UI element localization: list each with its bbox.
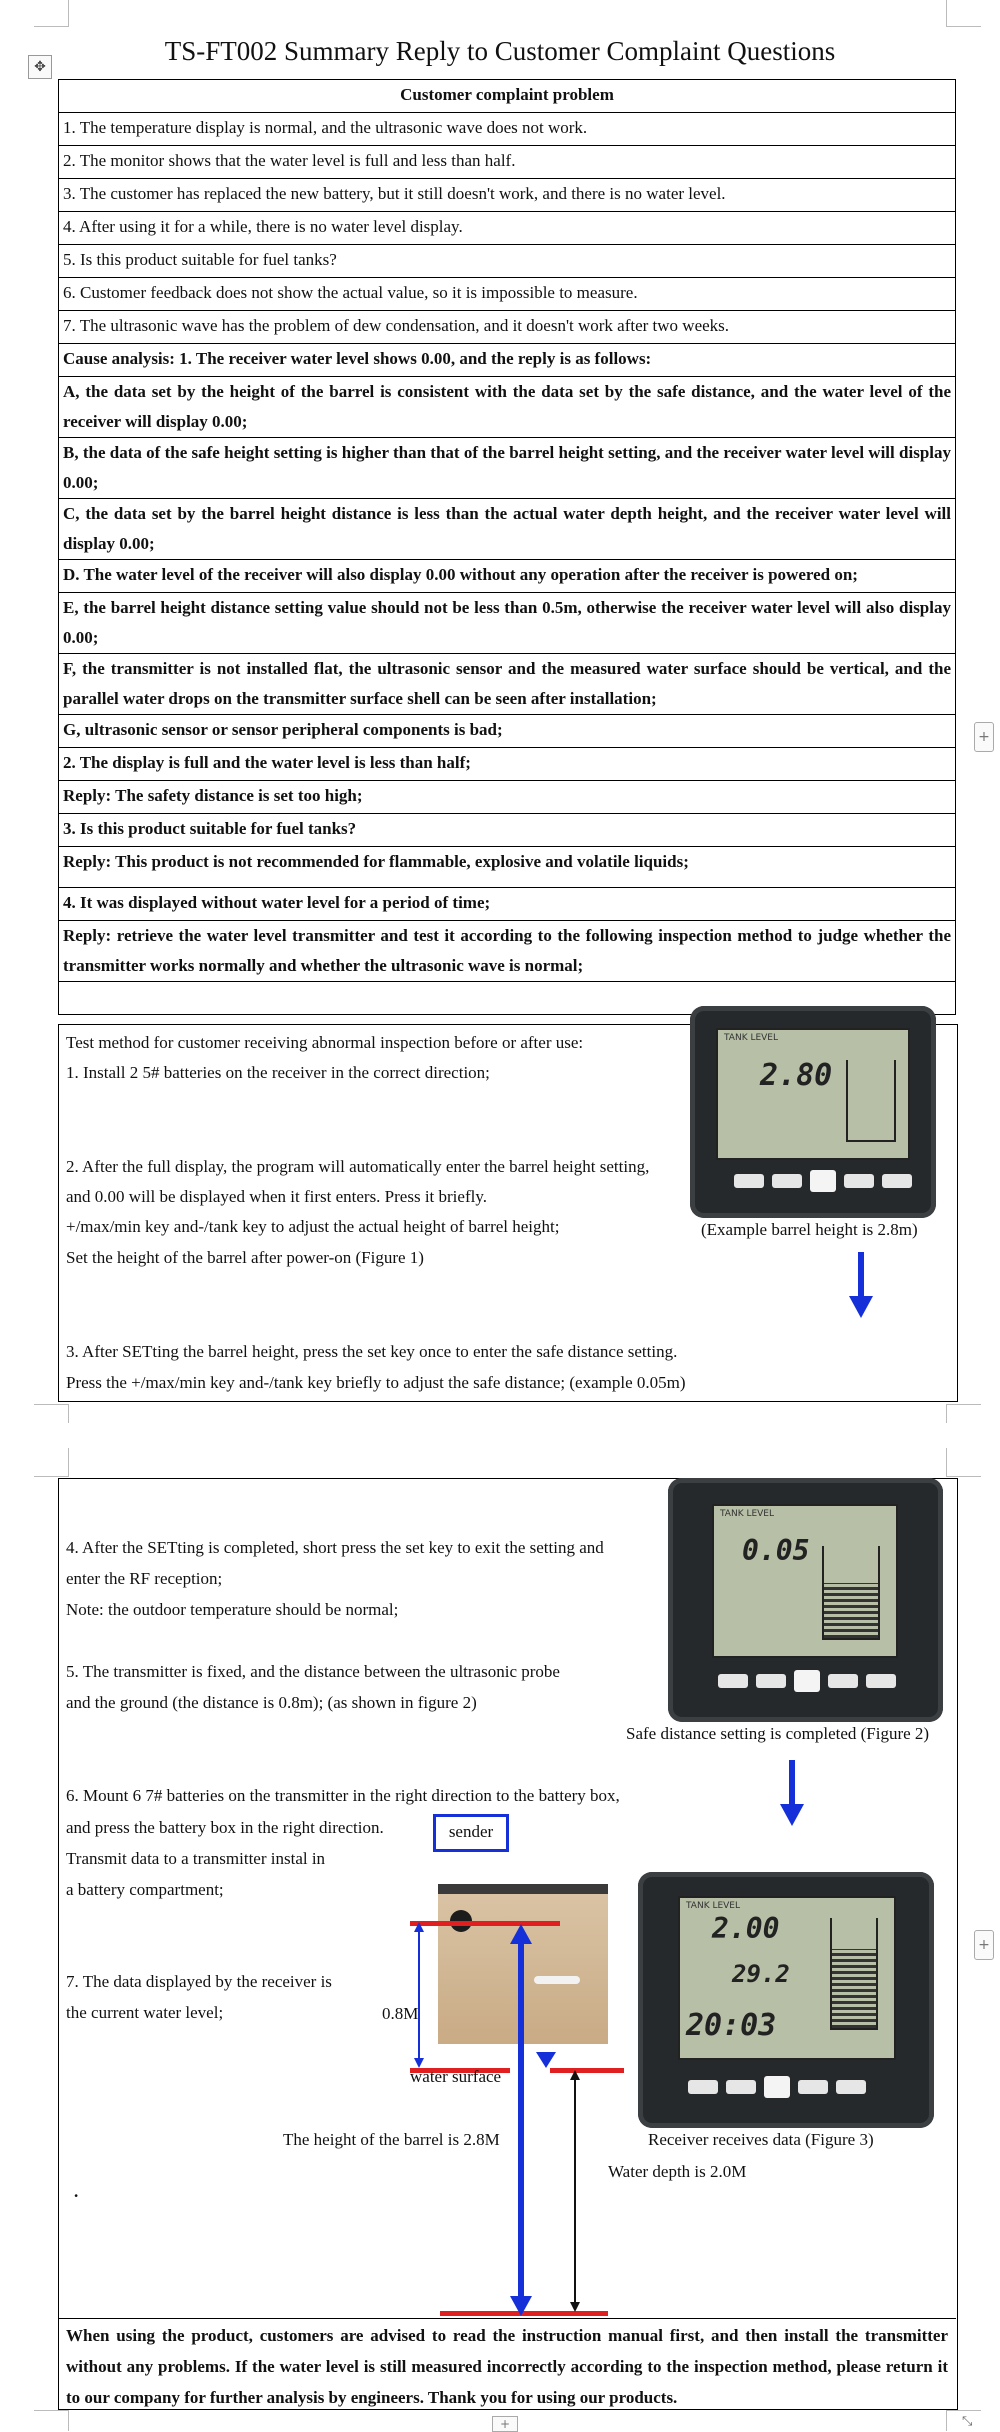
table-row: Reply: The safety distance is set too high; bbox=[59, 781, 956, 814]
device-button bbox=[882, 1174, 912, 1188]
figure-1-caption: (Example barrel height is 2.8m) bbox=[701, 1220, 918, 1239]
step-4-line: Note: the outdoor temperature should be normal; bbox=[66, 1600, 399, 1619]
table-row: 3. Is this product suitable for fuel tanks? bbox=[59, 814, 956, 847]
receiver-buttons bbox=[718, 1674, 896, 1692]
step-1: 1. Install 2 5# batteries on the receiver in the correct direction; bbox=[66, 1063, 490, 1082]
step-5-line: 5. The transmitter is fixed, and the distance between the ultrasonic probe bbox=[66, 1662, 560, 1681]
device-button bbox=[772, 1174, 802, 1188]
table-row: B, the data of the safe height setting is higher than that of the barrel height setting, and the receiver water level will display 0.00; bbox=[59, 438, 956, 499]
table-row: C, the data set by the barrel height distance is less than the actual water depth height, and the receiver water level will display 0.00; bbox=[59, 499, 956, 560]
table-row: Reply: This product is not recommended for flammable, explosive and volatile liquids; bbox=[59, 847, 956, 888]
step-2-line: and 0.00 will be displayed when it first enters. Press it briefly. bbox=[66, 1187, 487, 1206]
page-corner-mark bbox=[34, 2410, 69, 2431]
complaint-table bbox=[58, 79, 956, 1015]
device-button bbox=[718, 1674, 748, 1688]
device-button bbox=[756, 1674, 786, 1688]
table-row: 6. Customer feedback does not show the actual value, so it is impossible to measure. bbox=[59, 278, 956, 311]
page-corner-mark bbox=[34, 1404, 69, 1423]
water-surface-label: water surface bbox=[410, 2067, 502, 2086]
page-corner-mark bbox=[34, 1448, 69, 1477]
figure-3-caption: Receiver receives data (Figure 3) bbox=[648, 2130, 874, 2149]
device-button bbox=[688, 2080, 718, 2094]
tank-graphic bbox=[846, 1060, 896, 1142]
tank-level-label: TANK LEVEL bbox=[720, 1509, 775, 1519]
table-row: 7. The ultrasonic wave has the problem of dew condensation, and it doesn't work after two weeks. bbox=[59, 311, 956, 344]
step-7-line: 7. The data displayed by the receiver is bbox=[66, 1972, 332, 1991]
lcd-reading: 0.05 bbox=[742, 1534, 810, 1567]
table-row: Reply: retrieve the water level transmitter and test it according to the following inspection method to judge whether the transmitter works normally and whether the ultrasonic wave is normal; bbox=[59, 921, 956, 982]
device-button bbox=[798, 2080, 828, 2094]
receiver-buttons bbox=[734, 1174, 912, 1192]
receiver-photo-figure-1 bbox=[690, 1006, 936, 1218]
device-button bbox=[764, 2076, 790, 2098]
step-3-line: Press the +/max/min key and-/tank key briefly to adjust the safe distance; (example 0.05m) bbox=[66, 1373, 686, 1392]
table-row: 2. The display is full and the water level is less than half; bbox=[59, 748, 956, 781]
device-button bbox=[726, 2080, 756, 2094]
table-row: E, the barrel height distance setting value should not be less than 0.5m, otherwise the receiver water level will also display 0.00; bbox=[59, 593, 956, 654]
lcd-screen bbox=[716, 1028, 910, 1160]
add-row-icon[interactable]: + bbox=[974, 722, 994, 752]
water-depth-arrow bbox=[568, 2070, 582, 2314]
test-method-heading: Test method for customer receiving abnormal inspection before or after use: bbox=[66, 1033, 584, 1052]
water-surface-line-right bbox=[550, 2068, 624, 2073]
receiver-photo-figure-3 bbox=[638, 1872, 934, 2128]
table-row: 1. The temperature display is normal, and the ultrasonic wave does not work. bbox=[59, 113, 956, 146]
device-button bbox=[844, 1174, 874, 1188]
step-6-line: 6. Mount 6 7# batteries on the transmitter in the right direction to the battery box, bbox=[66, 1786, 620, 1805]
lcd-screen bbox=[712, 1504, 898, 1658]
device-button bbox=[828, 1674, 858, 1688]
tank-level-label: TANK LEVEL bbox=[724, 1033, 779, 1043]
step-6-line: and press the battery box in the right direction. bbox=[66, 1818, 384, 1837]
table-row: 4. After using it for a while, there is no water level display. bbox=[59, 212, 956, 245]
step-5-line: and the ground (the distance is 0.8m); (as shown in figure 2) bbox=[66, 1693, 477, 1712]
step-4-line: enter the RF reception; bbox=[66, 1569, 223, 1588]
page-corner-mark bbox=[946, 1404, 981, 1423]
tank-graphic bbox=[822, 1546, 880, 1640]
down-arrow-icon bbox=[779, 1760, 805, 1828]
step-6-line: Transmit data to a transmitter instal in bbox=[66, 1849, 326, 1868]
lcd-temp-reading: 29.2 bbox=[732, 1960, 790, 1988]
resize-handle-icon[interactable]: ⤡ bbox=[962, 2414, 973, 2429]
step-6-line: a battery compartment; bbox=[66, 1880, 224, 1899]
water-depth-label: Water depth is 2.0M bbox=[608, 2162, 747, 2181]
table-row: 5. Is this product suitable for fuel tanks? bbox=[59, 245, 956, 278]
table-row: 4. It was displayed without water level for a period of time; bbox=[59, 888, 956, 921]
page-corner-mark bbox=[946, 0, 981, 27]
table-row: D. The water level of the receiver will also display 0.00 without any operation after the receiver is powered on; bbox=[59, 560, 956, 593]
step-2-line: Set the height of the barrel after power-on (Figure 1) bbox=[66, 1248, 424, 1267]
distance-arrow bbox=[412, 1922, 426, 2072]
device-button bbox=[836, 2080, 866, 2094]
move-icon[interactable]: ✥ bbox=[28, 55, 52, 79]
sender-label: sender bbox=[433, 1814, 509, 1852]
table-row: G, ultrasonic sensor or sensor peripheral components is bad; bbox=[59, 715, 956, 748]
receiver-photo-figure-2 bbox=[668, 1478, 943, 1722]
sensor-level-line bbox=[410, 1921, 560, 1926]
down-arrow-icon bbox=[848, 1252, 874, 1320]
lcd-time-reading: 20:03 bbox=[686, 2008, 777, 2043]
device-button bbox=[794, 1670, 820, 1692]
table-row: 3. The customer has replaced the new battery, but it still doesn't work, and there is no water level. bbox=[59, 179, 956, 212]
step-2-line: +/max/min key and-/tank key to adjust the actual height of barrel height; bbox=[66, 1217, 560, 1236]
step-4-line: 4. After the SETting is completed, short press the set key to exit the setting and bbox=[66, 1538, 604, 1557]
add-row-icon[interactable]: + bbox=[974, 1930, 994, 1960]
figure-2-caption: Safe distance setting is completed (Figure 2) bbox=[626, 1724, 930, 1743]
lcd-reading: 2.80 bbox=[760, 1058, 833, 1093]
page-corner-mark bbox=[946, 1448, 981, 1477]
closing-paragraph: When using the product, customers are advised to read the instruction manual first, and then install the transmitter without any problems. If the water level is still measured incorrectly according to the inspection method, please return it to our company for further analysis by engineers. Thank you for using our products. bbox=[66, 2326, 948, 2407]
table-row: 2. The monitor shows that the water level is full and less than half. bbox=[59, 146, 956, 179]
page-title: TS-FT002 Summary Reply to Customer Complaint Questions bbox=[164, 36, 836, 66]
device-button bbox=[810, 1170, 836, 1192]
tank-graphic bbox=[830, 1918, 878, 2030]
step-2-line: 2. After the full display, the program will automatically enter the barrel height setting, bbox=[66, 1157, 650, 1176]
bullet-dot: . bbox=[74, 2182, 79, 2201]
table-row: Cause analysis: 1. The receiver water level shows 0.00, and the reply is as follows: bbox=[59, 344, 956, 377]
water-level-marker-icon bbox=[535, 2050, 557, 2070]
distance-label: 0.8M bbox=[382, 2004, 419, 2023]
device-button bbox=[866, 1674, 896, 1688]
table-header: Customer complaint problem bbox=[59, 80, 956, 113]
add-row-icon[interactable]: + bbox=[492, 2416, 518, 2432]
tank-level-label: TANK LEVEL bbox=[686, 1901, 741, 1911]
table-row: F, the transmitter is not installed flat, the ultrasonic sensor and the measured water surface should be vertical, and the parallel water drops on the transmitter surface shell can be seen after installation; bbox=[59, 654, 956, 715]
step-3-line: 3. After SETting the barrel height, press the set key once to enter the safe distance setting. bbox=[66, 1342, 678, 1361]
lcd-level-reading: 2.00 bbox=[712, 1912, 780, 1945]
device-button bbox=[734, 1174, 764, 1188]
barrel-height-arrow bbox=[508, 1924, 534, 2316]
step-7-line: the current water level; bbox=[66, 2003, 224, 2022]
table-row: A, the data set by the height of the barrel is consistent with the data set by the safe distance, and the water level of the receiver will display 0.00; bbox=[59, 377, 956, 438]
page-corner-mark bbox=[34, 0, 69, 27]
barrel-height-label: The height of the barrel is 2.8M bbox=[283, 2130, 500, 2149]
lcd-screen bbox=[678, 1896, 896, 2060]
handle bbox=[534, 1976, 580, 1984]
receiver-buttons bbox=[688, 2080, 866, 2098]
